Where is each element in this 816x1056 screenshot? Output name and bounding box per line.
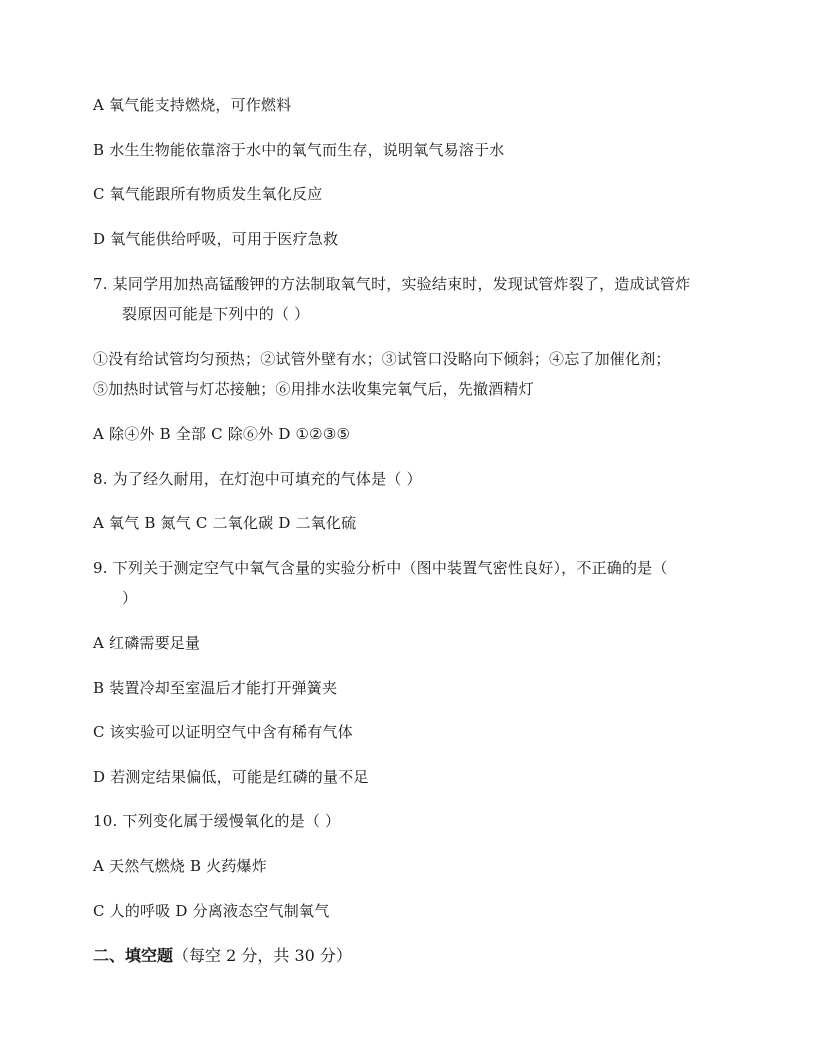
q10-stem: 10. 下列变化属于缓慢氧化的是（ ） <box>93 812 341 830</box>
section-title: 二、填空题 <box>93 946 174 965</box>
section-heading <box>93 945 352 967</box>
q9-option-d: D 若测定结果偏低，可能是红磷的量不足 <box>93 768 369 786</box>
q10-options-line1: A 天然气燃烧 B 火药爆炸 <box>93 857 267 875</box>
q6-option-d: D 氧气能供给呼吸，可用于医疗急救 <box>93 230 339 248</box>
q6-option-c: C 氧气能跟所有物质发生氧化反应 <box>93 185 323 203</box>
q7-stem-line2: 裂原因可能是下列中的（ ） <box>122 305 310 323</box>
q9-stem-line1: 9. 下列关于测定空气中氧气含量的实验分析中（图中装置气密性良好），不正确的是（ <box>93 559 668 577</box>
q6-option-a: A 氧气能支持燃烧，可作燃料 <box>93 96 292 114</box>
q7-reasons-line2: ⑤加热时试管与灯芯接触；⑥用排水法收集完氧气后，先撤酒精灯 <box>93 380 534 398</box>
q7-options: A 除④外 B 全部 C 除⑥外 D ①②③⑤ <box>93 425 351 443</box>
q6-option-b: B 水生生物能依靠溶于水中的氧气而生存，说明氧气易溶于水 <box>93 141 505 159</box>
q8-options: A 氧气 B 氮气 C 二氧化碳 D 二氧化硫 <box>93 514 357 532</box>
q9-option-c: C 该实验可以证明空气中含有稀有气体 <box>93 723 353 741</box>
q9-option-b: B 装置冷却至室温后才能打开弹簧夹 <box>93 679 338 697</box>
q8-stem: 8. 为了经久耐用，在灯泡中可填充的气体是（ ） <box>93 470 422 488</box>
section-score-note: （每空 2 分，共 30 分） <box>173 946 352 965</box>
q9-option-a: A 红磷需要足量 <box>93 634 201 652</box>
q9-stem-line2: ） <box>122 589 138 607</box>
q10-options-line2: C 人的呼吸 D 分离液态空气制氧气 <box>93 902 330 920</box>
q7-reasons-line1: ①没有给试管均匀预热；②试管外壁有水；③试管口没略向下倾斜；④忘了加催化剂； <box>93 350 671 368</box>
q7-stem-line1: 7. 某同学用加热高锰酸钾的方法制取氧气时，实验结束时，发现试管炸裂了，造成试管炸 <box>93 275 691 293</box>
